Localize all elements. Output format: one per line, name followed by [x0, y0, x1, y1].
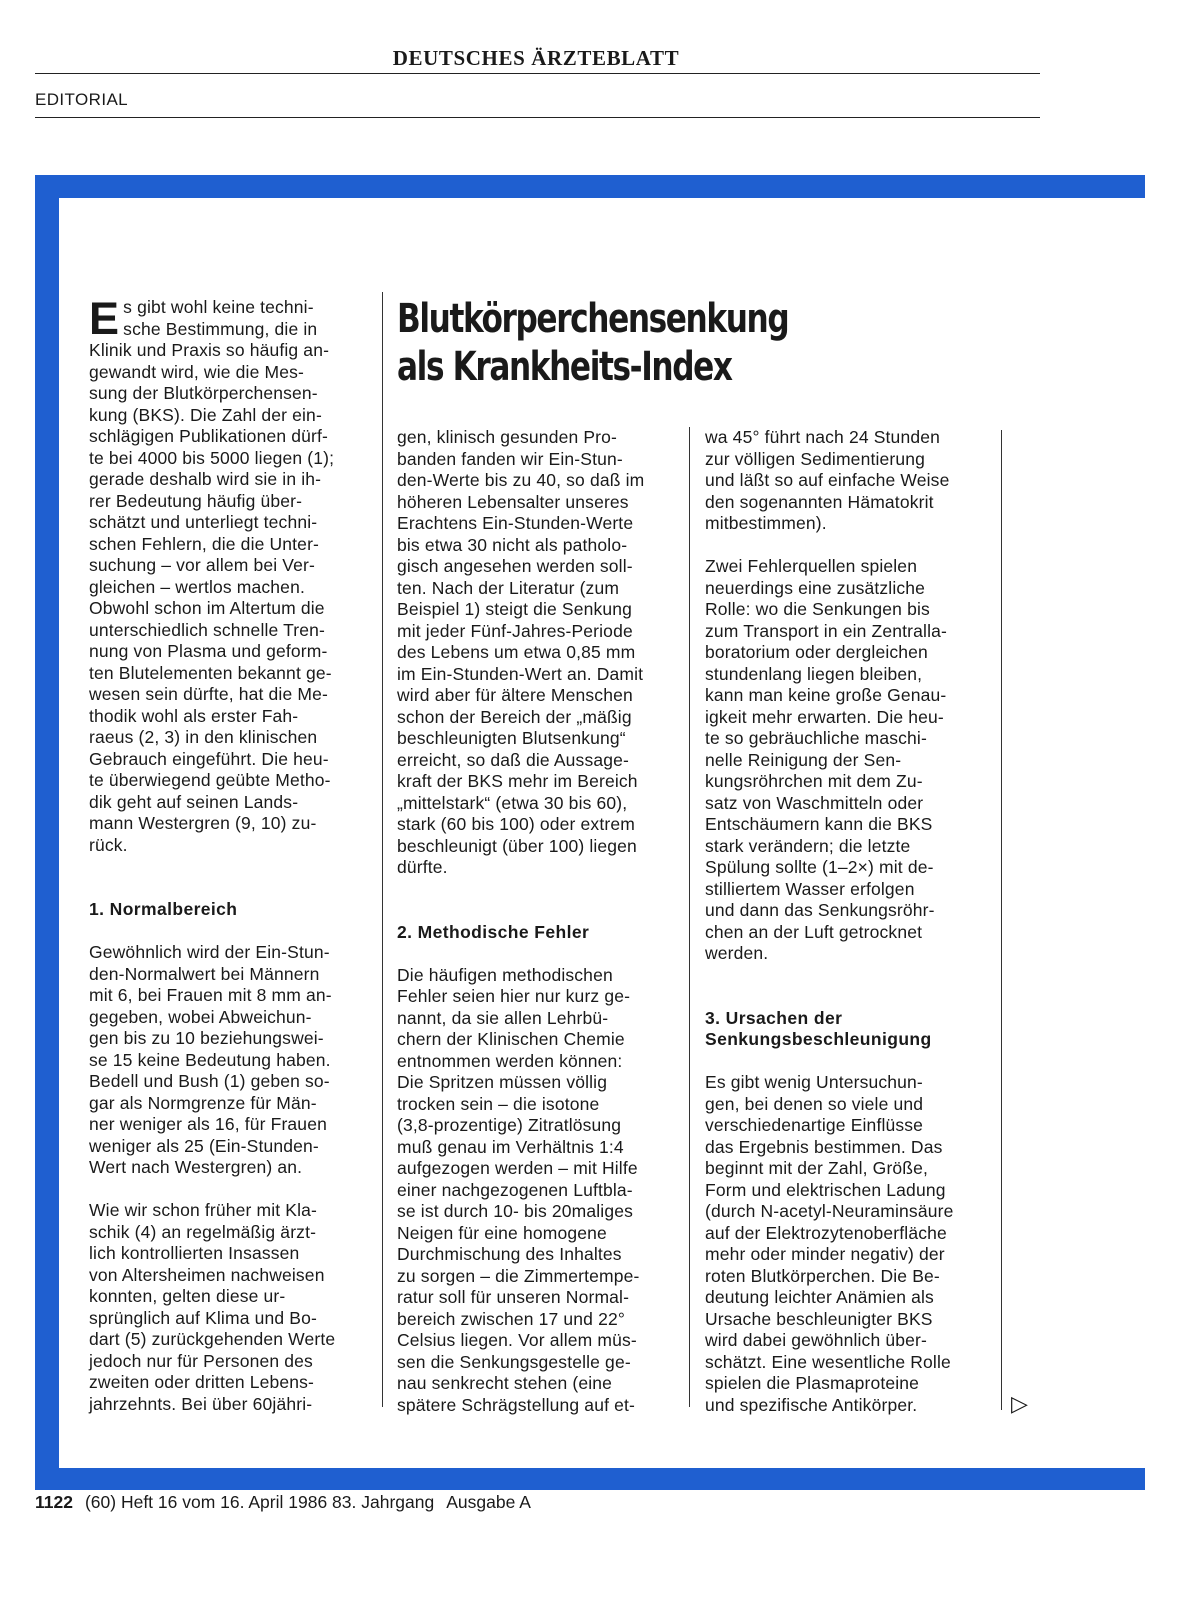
paragraph-altersheime: Wie wir schon früher mit Kla- schik (4) an regelmäßig ärzt- lich kontrollierten Insassen von Altersheimen nachweisen konnten, gelten diese ur- sprünglich auf Klima und Bo- dart (5) zurückgehenden Werte jedoch nur für Personen des zweiten oder dritten Lebens- jahrzehnts. Bei über 60jähri-: [89, 1200, 336, 1414]
section-heading-normalbereich: 1. Normalbereich: [89, 899, 238, 919]
section-heading-ursachen: 3. Ursachen der Senkungsbeschleunigung: [705, 1007, 932, 1049]
drop-cap: E: [89, 293, 120, 344]
paragraph-normalwert: Gewöhnlich wird der Ein-Stun- den-Normalwert bei Männern mit 6, bei Frauen mit 8 mm an- gegeben, wobei Abweichun- gen bis zu 10 beziehungswei- se 15 keine Bedeutung haben. Bedell und Bush (1) geben so- gar als Normgrenze für Män- ner weniger als 16, für Frauen weniger als 25 (Ein-Stunden- Wert nach Westergren) an.: [89, 942, 332, 1177]
section-heading-methodische-fehler: 2. Methodische Fehler: [397, 921, 590, 942]
article-column-1: [89, 293, 374, 1415]
paragraph-probanden: gen, klinisch gesunden Pro- banden fanden wir Ein-Stun- den-Werte bis zu 40, so daß im höheren Lebensalter unseres Erachtens Ein-Stunden-Werte bis etwa 30 nicht als patholo- gisch angesehen werden soll- ten. Nach der Literatur (zum Beispiel 1) steigt die Senkung mit jeder Fünf-Jahres-Periode des Lebens um etwa 0,85 mm im Ein-Stunden-Wert an. Damit wird aber für ältere Menschen schon der Bereich der „mäßig beschleunigten Blutsenkung“ erreicht, so daß die Aussage- kraft der BKS mehr im Bereich „mittelstark“ (etwa 30 bis 60), stark (60 bis 100) oder extrem beschleunigt (über 100) liegen dürfte.: [397, 427, 645, 877]
continue-arrow-icon: ▷: [1011, 1391, 1028, 1416]
paragraph-sedimentierung: wa 45° führt nach 24 Stunden zur völligen Sedimentierung und läßt so auf einfache Weise den sogenannten Hämatokrit mitbestimmen).: [705, 427, 950, 533]
page-number: 1122: [35, 1492, 73, 1512]
masthead-rule: [35, 73, 1040, 74]
paragraph-fehler: Die häufigen methodischen Fehler seien hier nur kurz ge- nannt, da sie allen Lehrbü- chern der Klinischen Chemie entnommen werden können: Die Spritzen müssen völlig trocken sein – die isotone (3,8-prozentige) Zitratlösung muß genau im Verhältnis 1:4 aufgezogen werden – mit Hilfe einer nachgezogenen Luftbla- se ist durch 10- bis 20maliges Neigen für eine homogene Durchmischung des Inhaltes zu sorgen – die Zimmertempe- ratur soll für unseren Normal- bereich zwischen 17 und 22° Celsius liegen. Vor allem müs- sen die Senkungsgestelle ge- nau senkrecht stehen (eine spätere Schrägstellung auf et-: [397, 964, 640, 1415]
intro-paragraph: s gibt wohl keine techni- sche Bestimmung, die in Klinik und Praxis so häufig an- gewandt wird, wie die Mes- sung der Blutkörperchensen- kung (BKS). Die Zahl der ein- schlägigen Publikationen dürf- te bei 4000 bis 5000 liegen (1); gerade deshalb wird sie in ih- rer Bedeutung häufig über- schätzt und unterliegt techni- schen Fehlern, die die Unter- suchung – vor allem bei Ver- gleichen – wertlos machen. Obwohl schon im Altertum die unterschiedlich schnelle Tren- nung von Plasma und geform- ten Blutelementen bekannt ge- wesen sein dürfte, hat die Me- thodik wohl als erster Fah- raeus (2, 3) in den klinischen Gebrauch eingeführt. Die heu- te überwiegend geübte Metho- dik geht auf seinen Lands- mann Westergren (9, 10) zu- rück.: [89, 297, 335, 855]
page-footer: [35, 1491, 531, 1513]
edition-label: Ausgabe A: [446, 1492, 531, 1512]
section-rule: [35, 117, 1040, 118]
article-column-3: [705, 427, 995, 1416]
column-divider-3: [1001, 430, 1002, 1410]
section-label: EDITORIAL: [35, 90, 129, 109]
article-column-2: [397, 427, 682, 1416]
column-divider-1: [382, 292, 383, 1407]
paragraph-fehlerquellen: Zwei Fehlerquellen spielen neuerdings eine zusätzliche Rolle: wo die Senkungen bis zum Transport in ein Zentralla- boratorium oder dergleichen stundenlang liegen bleiben, kann man keine große Genau- igkeit mehr erwarten. Die heu- te so gebräuchliche maschi- nelle Reinigung der Sen- kungsröhrchen mit dem Zu- satz von Waschmitteln oder Entschäumern kann die BKS stark verändern; die letzte Spülung sollte (1–2×) mit de- stilliertem Wasser erfolgen und dann das Senkungsröhr- chen an der Luft getrocknet werden.: [705, 556, 947, 963]
column-divider-2: [689, 427, 690, 1407]
article-headline: Blutkörperchensenkung als Krankheits-Index: [397, 296, 789, 390]
masthead-title: DEUTSCHES ÄRZTEBLATT: [392, 46, 680, 70]
paragraph-untersuchungen: Es gibt wenig Untersuchun- gen, bei denen so viele und verschiedenartige Einflüsse das Ergebnis bestimmen. Das beginnt mit der Zahl, Größe, Form und elektrischen Ladung (durch N-acetyl-Neuraminsäure auf der Elektrozytenoberfläche mehr oder minder negativ) der roten Blutkörperchen. Die Be- deutung leichter Anämien als Ursache beschleunigter BKS wird dabei gewöhnlich über- schätzt. Eine wesentliche Rolle spielen die Plasmaproteine und spezifische Antikörper.: [705, 1072, 954, 1415]
issue-info: (60) Heft 16 vom 16. April 1986 83. Jahrgang: [84, 1492, 435, 1512]
